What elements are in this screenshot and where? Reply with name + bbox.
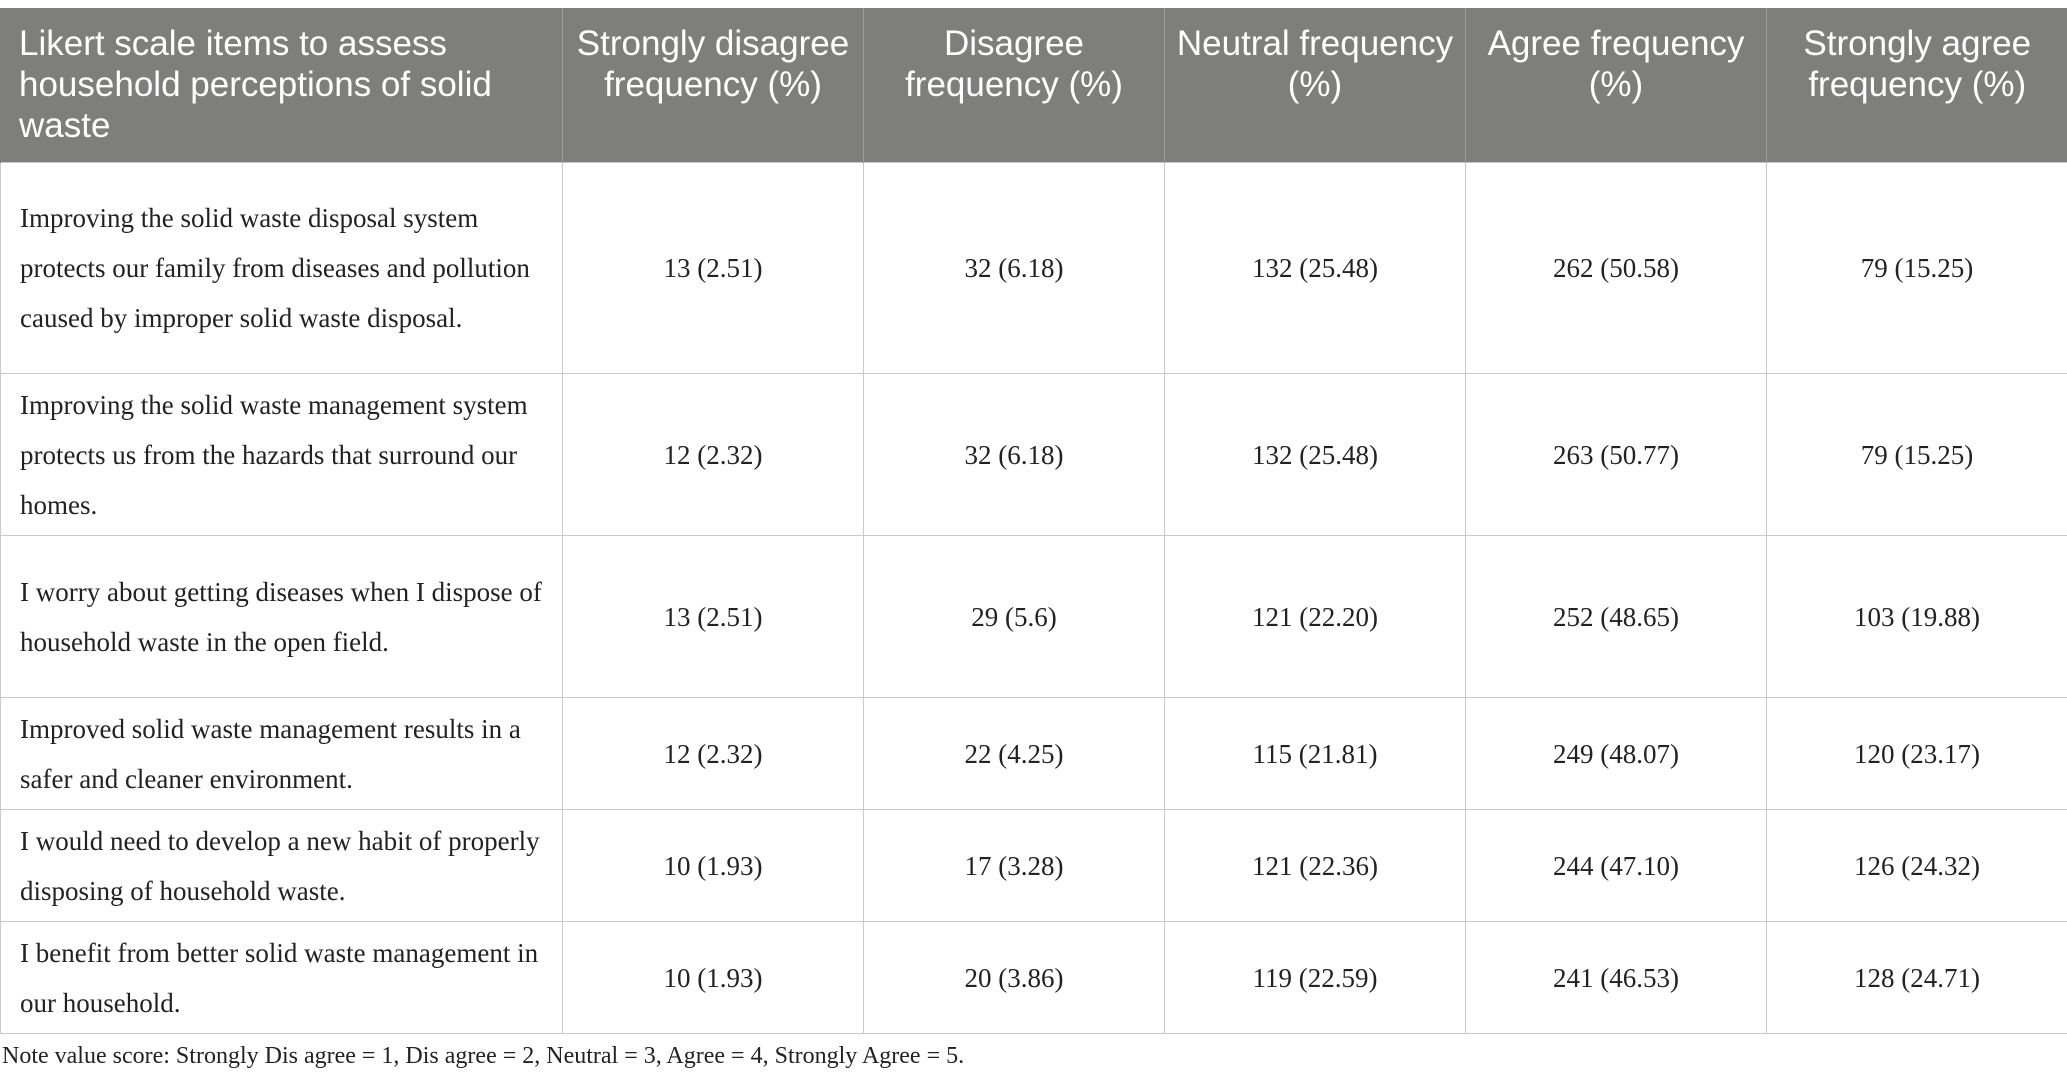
cell-disagree: 29 (5.6)	[864, 536, 1165, 698]
table-row	[1, 698, 2067, 810]
cell-agree: 241 (46.53)	[1466, 922, 1767, 1034]
cell-neutral: 121 (22.20)	[1165, 536, 1466, 698]
cell-strongly-disagree: 10 (1.93)	[563, 922, 864, 1034]
cell-neutral: 132 (25.48)	[1165, 163, 1466, 374]
row-item-text: Improving the solid waste disposal system protects our family from diseases and pollution caused by improper solid waste disposal.	[1, 163, 563, 374]
cell-agree: 252 (48.65)	[1466, 536, 1767, 698]
cell-strongly-agree: 128 (24.71)	[1767, 922, 2067, 1034]
cell-disagree: 20 (3.86)	[864, 922, 1165, 1034]
header-neutral: Neutral frequency (%)	[1165, 8, 1466, 163]
cell-disagree: 22 (4.25)	[864, 698, 1165, 810]
cell-strongly-disagree: 13 (2.51)	[563, 163, 864, 374]
cell-strongly-agree: 126 (24.32)	[1767, 810, 2067, 922]
cell-agree: 244 (47.10)	[1466, 810, 1767, 922]
header-strongly-agree: Strongly agree frequency (%)	[1767, 8, 2067, 163]
cell-strongly-agree: 79 (15.25)	[1767, 374, 2067, 536]
cell-strongly-disagree: 10 (1.93)	[563, 810, 864, 922]
likert-table-container	[0, 8, 2067, 1034]
cell-agree: 263 (50.77)	[1466, 374, 1767, 536]
cell-strongly-agree: 79 (15.25)	[1767, 163, 2067, 374]
header-strongly-disagree: Strongly disagree frequency (%)	[563, 8, 864, 163]
header-item: Likert scale items to assess household perceptions of solid waste	[1, 8, 563, 163]
header-agree: Agree frequency (%)	[1466, 8, 1767, 163]
table-row	[1, 922, 2067, 1034]
cell-disagree: 17 (3.28)	[864, 810, 1165, 922]
cell-strongly-disagree: 12 (2.32)	[563, 374, 864, 536]
table-row	[1, 810, 2067, 922]
header-disagree: Disagree frequency (%)	[864, 8, 1165, 163]
row-item-text: Improving the solid waste management system protects us from the hazards that surround our homes.	[1, 374, 563, 536]
cell-agree: 249 (48.07)	[1466, 698, 1767, 810]
cell-strongly-disagree: 12 (2.32)	[563, 698, 864, 810]
table-footnote: Note value score: Strongly Dis agree = 1, Dis agree = 2, Neutral = 3, Agree = 4, Strongly Agree = 5.	[2, 1043, 965, 1069]
cell-neutral: 115 (21.81)	[1165, 698, 1466, 810]
cell-neutral: 119 (22.59)	[1165, 922, 1466, 1034]
table-row	[1, 536, 2067, 698]
cell-neutral: 121 (22.36)	[1165, 810, 1466, 922]
row-item-text: I benefit from better solid waste management in our household.	[1, 922, 563, 1034]
table-header-row	[1, 8, 2067, 163]
cell-disagree: 32 (6.18)	[864, 374, 1165, 536]
table-row	[1, 163, 2067, 374]
row-item-text: I worry about getting diseases when I dispose of household waste in the open field.	[1, 536, 563, 698]
row-item-text: Improved solid waste management results in a safer and cleaner environment.	[1, 698, 563, 810]
cell-strongly-agree: 103 (19.88)	[1767, 536, 2067, 698]
cell-neutral: 132 (25.48)	[1165, 374, 1466, 536]
cell-strongly-disagree: 13 (2.51)	[563, 536, 864, 698]
cell-disagree: 32 (6.18)	[864, 163, 1165, 374]
cell-agree: 262 (50.58)	[1466, 163, 1767, 374]
cell-strongly-agree: 120 (23.17)	[1767, 698, 2067, 810]
table-row	[1, 374, 2067, 536]
likert-table	[0, 8, 2067, 1034]
row-item-text: I would need to develop a new habit of properly disposing of household waste.	[1, 810, 563, 922]
